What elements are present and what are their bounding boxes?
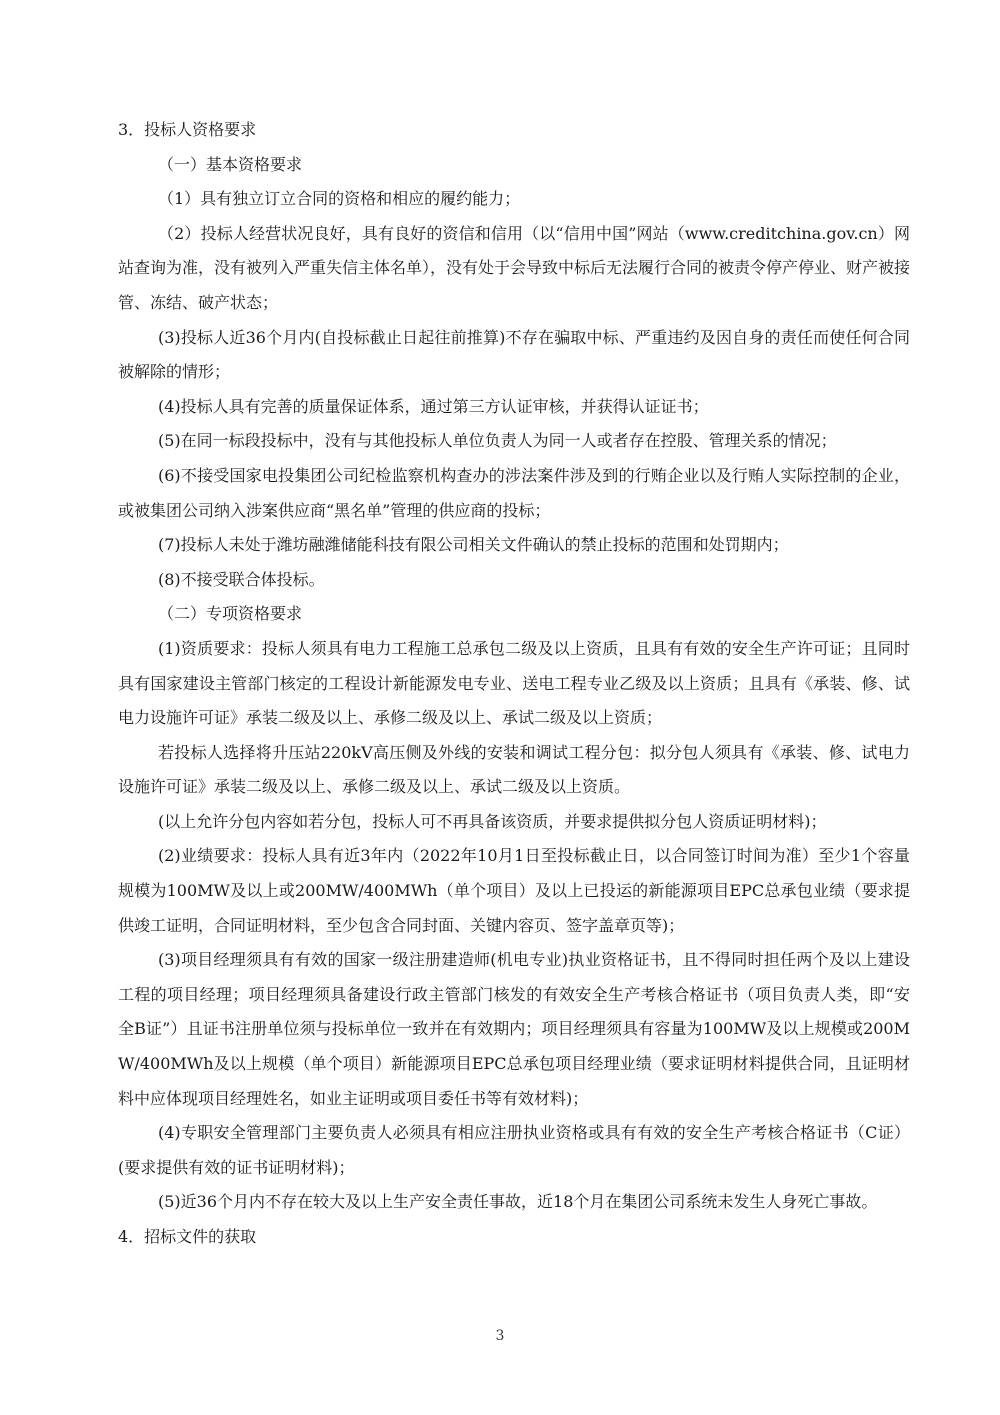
paragraph-basic-6: (6)不接受国家电投集团公司纪检监察机构查办的涉法案件涉及到的行贿企业以及行贿人实际控制的企业，或被集团公司纳入涉案供应商“黑名单”管理的供应商的投标； — [118, 465, 910, 520]
section-heading-bid-documents: 4．招标文件的获取 — [118, 1227, 257, 1246]
subheading-special-requirements: （二）专项资格要求 — [158, 604, 303, 624]
paragraph-special-1: (1)资质要求：投标人须具有电力工程施工总承包二级及以上资质，且具有有效的安全生产许可证；且同时具有国家建设主管部门核定的工程设计新能源发电专业、送电工程专业乙级及以上资质；且具有《承装、修、试电力设施许可证》承装二级及以上、承修二级及以上、承试二级及以上资质； — [118, 638, 910, 728]
section-heading-qualification: 3．投标人资格要求 — [118, 120, 257, 139]
page-number: 3 — [495, 1328, 505, 1344]
paragraph-basic-3: (3)投标人近36个月内(自投标截止日起往前推算)不存在骗取中标、严重违约及因自身的责任而使任何合同被解除的情形； — [118, 327, 910, 382]
paragraph-special-3: (3)项目经理须具有有效的国家一级注册建造师(机电专业)执业资格证书，且不得同时担任两个及以上建设工程的项目经理；项目经理须具备建设行政主管部门核发的有效安全生产考核合格证书（项目负责人类，即“安全B证”）且证书注册单位须与投标单位一致并在有效期内；项目经理须具有容量为100MW及以上规模或200MW/400MWh及以上规模（单个项目）新能源项目EPC总承包项目经理业绩（要求证明材料提供合同，且证明材料中应体现项目经理姓名，如业主证明或项目委任书等有效材料)； — [118, 950, 910, 1108]
paragraph-basic-2: （2）投标人经营状况良好，具有良好的资信和信用（以“信用中国”网站（www.creditchina.gov.cn）网站查询为准，没有被列入严重失信主体名单），没有处于会导致中标后无法履行合同的被责令停产停业、财产被接管、冻结、破产状态； — [118, 223, 911, 312]
subheading-basic-requirements: （一）基本资格要求 — [158, 154, 303, 174]
document-body — [118, 113, 910, 1255]
paragraph-special-2: (2)业绩要求：投标人具有近3年内（2022年10月1日至投标截止日，以合同签订时间为准）至少1个容量规模为100MW及以上或200MW/400MWh（单个项目）及以上已投运的新能源项目EPC总承包业绩（要求提供竣工证明，合同证明材料，至少包含合同封面、关键内容页、签字盖章页等)； — [118, 846, 910, 935]
paragraph-subcontract: 若投标人选择将升压站220kV高压侧及外线的安装和调试工程分包：拟分包人须具有《承装、修、试电力设施许可证》承装二级及以上、承修二级及以上、承试二级及以上资质。 — [118, 742, 910, 797]
paragraph-basic-7: (7)投标人未处于潍坊融潍储能科技有限公司相关文件确认的禁止投标的范围和处罚期内； — [158, 535, 789, 555]
paragraph-special-5: (5)近36个月内不存在较大及以上生产安全责任事故，近18个月在集团公司系统未发生人身死亡事故。 — [158, 1192, 878, 1212]
paragraph-subcontract-note: (以上允许分包内容如若分包，投标人可不再具备该资质，并要求提供拟分包人资质证明材料)； — [158, 811, 827, 831]
paragraph-basic-4: (4)投标人具有完善的质量保证体系，通过第三方认证审核，并获得认证证书； — [158, 396, 709, 416]
paragraph-basic-8: (8)不接受联合体投标。 — [158, 569, 325, 589]
paragraph-basic-1: （1）具有独立订立合同的资格和相应的履约能力； — [158, 189, 521, 209]
paragraph-basic-5: (5)在同一标段投标中，没有与其他投标人单位负责人为同一人或者存在控股、管理关系的情况； — [158, 431, 837, 451]
paragraph-special-4: (4)专职安全管理部门主要负责人必须具有相应注册执业资格或具有有效的安全生产考核合格证书（C证）(要求提供有效的证书证明材料)； — [118, 1123, 910, 1177]
